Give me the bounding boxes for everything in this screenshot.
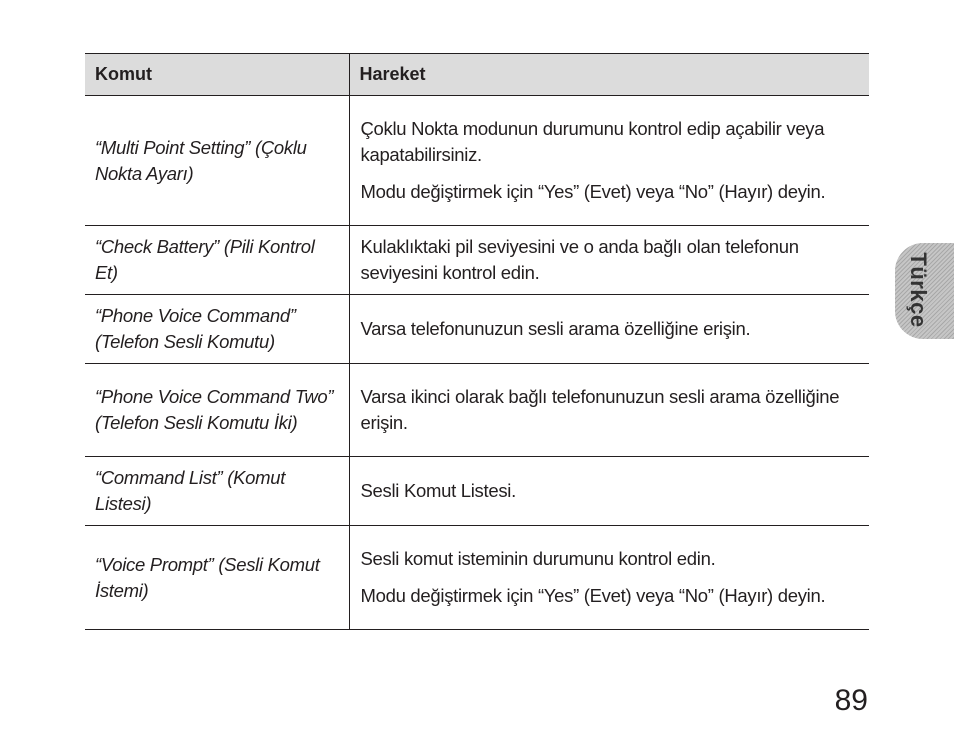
command-cell: “Multi Point Setting” (Çoklu Nokta Ayarı) [85, 96, 349, 226]
action-text: Modu değiştirmek için “Yes” (Evet) veya “No” (Hayır) deyin. [360, 584, 826, 606]
action-cell [349, 457, 869, 526]
action-cell [349, 295, 869, 364]
table-header-row [85, 54, 869, 96]
voice-command-table [85, 53, 869, 630]
action-text: Çoklu Nokta modunun durumunu kontrol edip açabilir veya kapatabilirsiniz. [360, 117, 825, 165]
action-text: Sesli Komut Listesi. [360, 479, 516, 501]
language-tab-label: Türkçe [906, 252, 931, 328]
action-text: Sesli komut isteminin durumunu kontrol edin. [360, 547, 716, 569]
command-cell: “Command List” (Komut Listesi) [85, 457, 349, 526]
action-cell [349, 526, 869, 630]
command-cell: “Phone Voice Command Two” (Telefon Sesli Komutu İki) [85, 364, 349, 457]
action-text: Varsa telefonunuzun sesli arama özelliğine erişin. [360, 317, 751, 339]
table-row [85, 526, 869, 630]
action-text: Modu değiştirmek için “Yes” (Evet) veya “No” (Hayır) deyin. [360, 180, 826, 202]
header-action: Hareket [349, 54, 869, 96]
command-cell: “Voice Prompt” (Sesli Komut İstemi) [85, 526, 349, 630]
command-cell: “Phone Voice Command” (Telefon Sesli Komutu) [85, 295, 349, 364]
table-row [85, 457, 869, 526]
action-text: Kulaklıktaki pil seviyesini ve o anda bağlı olan telefonun seviyesini kontrol edin. [360, 235, 799, 283]
action-cell [349, 96, 869, 226]
table-row [85, 295, 869, 364]
table-row [85, 96, 869, 226]
table-row [85, 226, 869, 295]
action-cell [349, 364, 869, 457]
table-row [85, 364, 869, 457]
action-cell [349, 226, 869, 295]
command-cell: “Check Battery” (Pili Kontrol Et) [85, 226, 349, 295]
action-text: Varsa ikinci olarak bağlı telefonunuzun sesli arama özelliğine erişin. [360, 385, 840, 433]
page-number: 89 [834, 684, 868, 717]
header-command: Komut [85, 54, 349, 96]
